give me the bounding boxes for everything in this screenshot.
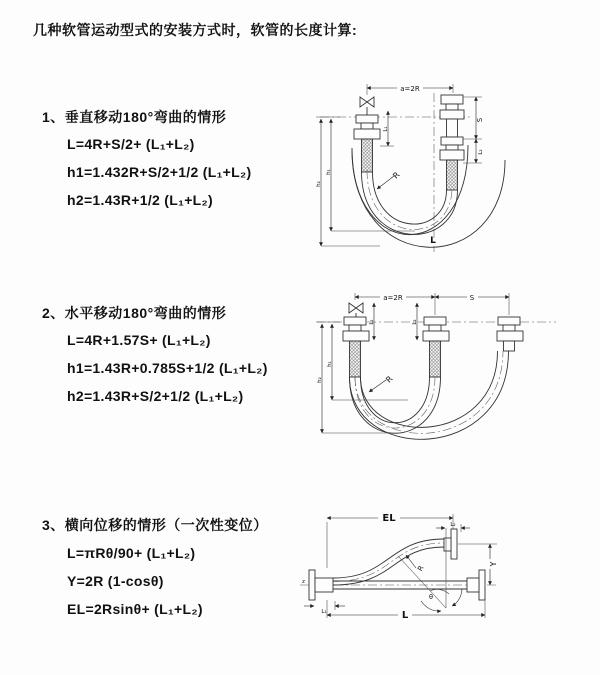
dimension-l2 bbox=[412, 303, 418, 340]
section-3-heading: 3、横向位移的情形（一次性变位） bbox=[42, 517, 268, 533]
valve-icon bbox=[349, 303, 363, 317]
dim-label-h2: h₂ bbox=[316, 181, 322, 187]
dimension-span-a2r bbox=[367, 83, 453, 95]
radius-callout bbox=[406, 555, 426, 573]
dimension-l1 bbox=[304, 601, 345, 615]
middle-fitting bbox=[423, 317, 449, 377]
section-3-formula-l: L=πRθ/90+ (L₁+L₂) bbox=[67, 545, 196, 561]
dim-label-a2r: a=2R bbox=[400, 85, 420, 93]
dim-label-r: R bbox=[384, 374, 395, 385]
dim-label-l: L bbox=[430, 236, 436, 246]
dim-label-theta: θ bbox=[429, 593, 433, 601]
right-fitting-upper bbox=[440, 95, 464, 137]
dimension-span-a2r bbox=[355, 292, 509, 315]
dim-label-a2r: a=2R bbox=[383, 294, 403, 302]
section-2-formula-h1: h1=1.43R+0.785S+1/2 (L₁+L₂) bbox=[67, 360, 268, 376]
dim-label-s: S bbox=[469, 294, 475, 302]
section-1-heading: 1、垂直移动180°弯曲的情形 bbox=[42, 109, 227, 125]
valve-icon bbox=[360, 97, 374, 115]
dim-label-l1: L₁ bbox=[321, 609, 327, 615]
dim-label-l2: L₂ bbox=[478, 149, 484, 155]
dim-label-h1: h₁ bbox=[326, 169, 332, 175]
right-flange bbox=[467, 570, 485, 600]
dim-label-r: R bbox=[416, 564, 426, 573]
section-1-formula-h1: h1=1.432R+S/2+1/2 (L₁+L₂) bbox=[67, 164, 252, 180]
dim-label-s: S bbox=[476, 117, 484, 123]
hose-arcs bbox=[352, 145, 505, 247]
right-fitting bbox=[497, 317, 523, 351]
hose-curved bbox=[333, 539, 444, 585]
radius-callout bbox=[377, 170, 402, 189]
dim-label-r: R bbox=[391, 170, 402, 181]
section-3-formula-y: Y=2R (1-cosθ) bbox=[67, 573, 164, 589]
dimension-l1 bbox=[369, 303, 375, 340]
dim-label-h1: h₁ bbox=[327, 361, 333, 367]
dimension-l1 bbox=[380, 111, 394, 146]
left-fitting bbox=[343, 317, 369, 377]
section-2-formula-l: L=4R+1.57S+ (L₁+L₂) bbox=[67, 332, 211, 348]
page-title: 几种软管运动型式的安装方式时，软管的长度计算: bbox=[33, 22, 358, 38]
dim-label-y: Y bbox=[489, 561, 498, 567]
dim-label-el: EL bbox=[382, 513, 396, 524]
dim-label-l1: L₁ bbox=[383, 126, 389, 132]
diagram-vertical-180-bend bbox=[312, 75, 600, 253]
section-2-heading: 2、水平移动180°弯曲的情形 bbox=[42, 305, 227, 321]
radius-callout bbox=[369, 374, 395, 392]
left-fitting bbox=[354, 115, 380, 172]
left-flange bbox=[309, 570, 333, 600]
section-mark-z: z bbox=[302, 579, 305, 585]
dim-label-l2: L₂ bbox=[412, 319, 418, 325]
hose-arcs bbox=[350, 351, 509, 439]
section-1-formula-h2: h2=1.43R+1/2 (L₁+L₂) bbox=[67, 192, 214, 208]
section-3-formula-el: EL=2Rsinθ+ (L₁+L₂) bbox=[67, 601, 203, 617]
right-fitting-lower bbox=[440, 137, 464, 190]
dimension-l bbox=[327, 600, 485, 621]
dimension-l2 bbox=[476, 139, 484, 163]
diagram-lateral-displacement bbox=[298, 500, 600, 645]
section-2-formula-h2: h2=1.43R+S/2+1/2 (L₁+L₂) bbox=[67, 388, 244, 404]
dim-label-h2: h₂ bbox=[317, 377, 323, 383]
dim-label-l2: L₂ bbox=[450, 522, 456, 528]
dim-label-l1: L₁ bbox=[369, 319, 375, 325]
section-1-formula-l: L=4R+S/2+ (L₁+L₂) bbox=[67, 136, 195, 152]
diagram-horizontal-180-bend bbox=[310, 285, 600, 455]
dim-label-l: L bbox=[401, 610, 409, 621]
